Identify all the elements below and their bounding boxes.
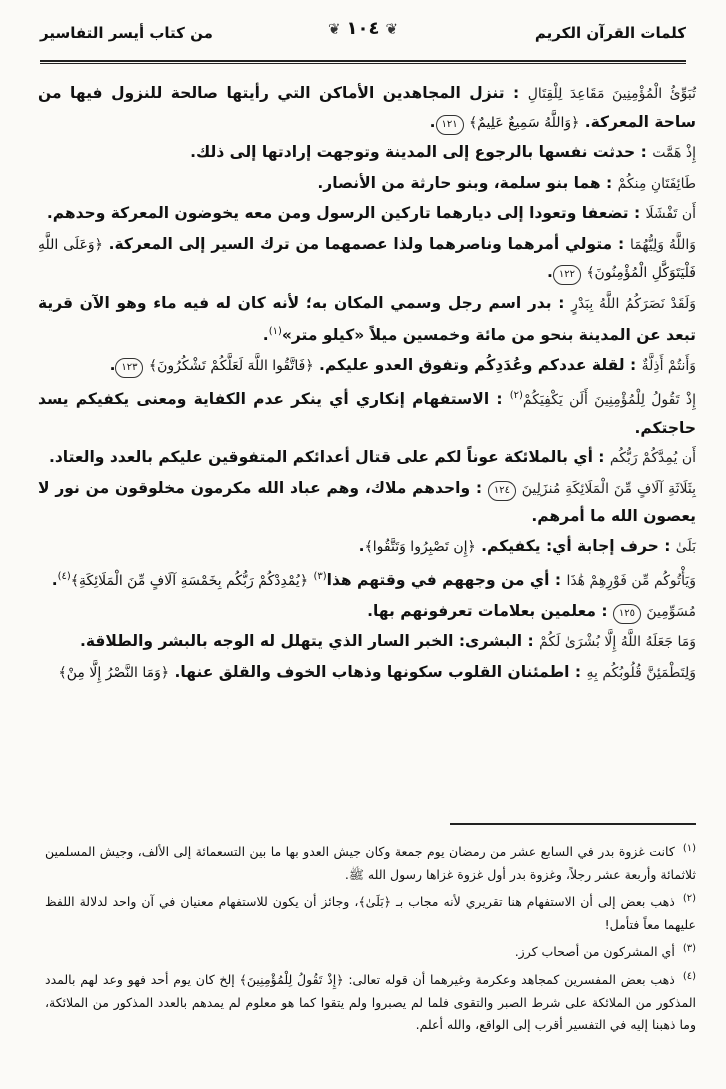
footnote-divider: [450, 823, 696, 825]
explanation: : معلمين بعلامات تعرفونهم بها.: [367, 601, 613, 620]
footnote-ref[interactable]: (٤): [57, 571, 71, 583]
quran-term: وَمَا جَعَلَهُ اللَّهُ إِلَّا بُشْرَىٰ لَكُمْ: [539, 634, 696, 651]
header-rule: [40, 60, 686, 62]
explanation: : حرف إجابة أي: يكفيكم.: [481, 536, 676, 555]
footnote-text: كانت غزوة بدر في السابع عشر من رمضان يوم جمعة وكان جيش العدو بها ما بين التسعمائة إلى الألف، وجيش المسلمين ثلاثمائة وأربعة عشر رجلاً، وغزوة بدر أول غزوة غزاها رسول الله ﷺ.: [45, 844, 696, 882]
header-rule-thin: [40, 63, 686, 64]
glossary-entry: [38, 598, 696, 627]
quran-term: بَلَىٰ: [675, 538, 696, 555]
glossary-entry: وَاللَّهُ وَلِيُّهُمَا : متولي أمرهما وناصرهما ولذا عصمهما من ترك السير إلى المعركة. ﴿وَعَلَى اللَّهِ فَلْيَتَوَكَّلِ الْمُؤْمِنُونَ﴾ ١٢٢.: [38, 231, 696, 288]
glossary-entry: [38, 382, 696, 442]
verse-number: ١٢١: [436, 115, 464, 135]
verse: ﴿فَاتَّقُوا اللَّهَ لَعَلَّكُمْ تَشْكُرُونَ﴾: [148, 357, 314, 374]
footnote-text: ذهب بعض المفسرين كمجاهد وعكرمة وغيرهما أن قوله تعالى: ﴿إِذْ تَقُولُ لِلْمُؤْمِنِينَ﴾ إلخ كان يوم أحد فهو وعد لهم بالمدد المذكور من الملائكة على شرط الصبر والتقوى فلما لم يصبروا ولم يتقوا كما هو معلوم لم يمدهم بالعدد المذكور من الملائكة، وما ذهبنا إليه في التفسير أقرب إلى الواقع، والله أعلم.: [45, 972, 696, 1033]
verse: ﴿وَعَلَى اللَّهِ فَلْيَتَوَكَّلِ الْمُؤْمِنُونَ﴾: [38, 236, 696, 281]
glossary-entry: [38, 139, 696, 168]
footnote-number: (١): [682, 843, 696, 854]
explanation: : الاستفهام إنكاري أي ينكر عدم الكفاية ومعنى يكفيكم يسد حاجتكم.: [38, 390, 696, 437]
page-number-text: ١٠٤: [346, 18, 380, 39]
page-header: [40, 16, 686, 56]
explanation: : تضعفا وتعودا إلى ديارهما تاركين الرسول ومن معه يخوضون المعركة وحدهم.: [46, 204, 646, 222]
footnote-ref[interactable]: (١): [268, 326, 282, 337]
footnote: [45, 966, 696, 1037]
footnote-number: (٤): [682, 970, 696, 982]
quran-term: وَيَأْتُوكُم مِّن فَوْرِهِمْ هَٰذَا: [566, 573, 696, 590]
verse-number: ١٢٤: [488, 481, 516, 501]
running-title-left: من كتاب أيسر التفاسير: [40, 24, 213, 42]
verse: ﴿وَاللَّهُ سَمِيعٌ عَلِيمٌ﴾: [468, 114, 580, 131]
explanation: : أي بالملائكة عوناً لكم على قتال أعدائكم المتفوقين عليكم بالعدد والعتاد.: [48, 448, 610, 467]
footnotes: [45, 838, 696, 1039]
explanation: : بدر اسم رجل وسمي المكان به؛ لأنه كان له فيه ماء وهو الآن قرية تبعد عن المدينة بنحو من مائة وخمسين ميلاً «كيلو متر»: [38, 293, 696, 345]
footnote: [45, 888, 696, 936]
quran-term: وَأَنتُمْ أَذِلَّةٌ: [641, 357, 696, 374]
quran-term: بِثَلَاثَةِ آلَافٍ مِّنَ الْمَلَائِكَةِ مُنزَلِينَ: [521, 480, 696, 497]
verse-number: ١٢٣: [115, 358, 143, 378]
glossary-entry: تُبَوِّئُ الْمُؤْمِنِينَ مَقَاعِدَ لِلْقِتَالِ : تنزل المجاهدين الأماكن التي رأيتها صالحة للنزول فيها من ساحة المعركة. ﴿وَاللَّهُ سَمِيعٌ عَلِيمٌ﴾ ١٢١.: [38, 80, 696, 137]
explanation: : اطمئنان القلوب سكونها وذهاب الخوف والقلق عنها.: [174, 662, 587, 681]
quran-term: إِذْ تَقُولُ لِلْمُؤْمِنِينَ أَلَن يَكْفِيَكُمْ: [522, 392, 696, 409]
verse: ﴿إِن تَصْبِرُوا وَتَتَّقُوا﴾: [364, 538, 476, 555]
glossary-entry: وَيَأْتُوكُم مِّن فَوْرِهِمْ هَٰذَا : أي من وجههم في وقتهم هذا$^{(٣)}$ ﴿يُمْدِدْكُمْ رَبُّكُم بِخَمْسَةِ آلَافٍ مِّنَ الْمَلَائِكَةِ﴾$^{(٤)}$.: [51, 571, 696, 590]
verse: ﴿وَمَا النَّصْرُ إِلَّا مِنْ﴾: [58, 664, 170, 681]
glossary-entry: بَلَىٰ : حرف إجابة أي: يكفيكم. ﴿إِن تَصْبِرُوا وَتَتَّقُوا﴾.: [358, 536, 696, 555]
glossary-body: [38, 80, 696, 689]
quran-term: تُبَوِّئُ الْمُؤْمِنِينَ مَقَاعِدَ لِلْقِتَالِ: [527, 86, 696, 102]
footnote-number: (٣): [682, 943, 696, 955]
explanation: : متولي أمرهما وناصرهما ولذا عصمهما من ترك السير إلى المعركة.: [108, 234, 630, 253]
glossary-entry: وَلَقَدْ نَصَرَكُمُ اللَّهُ بِبَدْرٍ : بدر اسم رجل وسمي المكان به؛ لأنه كان له فيه ماء وهو الآن قرية تبعد عن المدينة بنحو من مائة وخمسين ميلاً «كيلو متر»$^{(١)}$.: [38, 293, 696, 345]
footnote-ref[interactable]: (٢): [509, 390, 523, 402]
quran-term: وَاللَّهُ وَلِيُّهُمَا: [629, 236, 696, 253]
ornament-icon: ❦: [385, 20, 399, 38]
glossary-entry: [38, 170, 696, 199]
quran-term: مُسَوِّمِينَ: [646, 603, 696, 620]
verse-number: ١٢٢: [553, 265, 581, 285]
footnote-ref[interactable]: (٣): [313, 571, 327, 583]
ornament-icon: ❦: [327, 20, 341, 38]
footnote-number: (٢): [682, 893, 696, 905]
glossary-entry: [38, 659, 696, 688]
glossary-entry: [38, 475, 696, 531]
glossary-entry: [38, 200, 696, 229]
quran-term: طَائِفَتَانِ مِنكُمْ: [617, 175, 696, 192]
footnote: [45, 838, 696, 886]
verse-number: ١٢٥: [613, 604, 641, 624]
footnote-text: أي المشركون من أصحاب كرز.: [514, 944, 675, 960]
explanation: : هما بنو سلمة، وبنو حارثة من الأنصار.: [317, 173, 618, 192]
explanation: : حدثت نفسها بالرجوع إلى المدينة وتوجهت إرادتها إلى ذلك.: [190, 143, 653, 161]
quran-term: أَن يُمِدَّكُمْ رَبُّكُم: [609, 450, 696, 467]
footnote-text: ذهب بعض إلى أن الاستفهام هنا تقريري لأنه مجاب بـ ﴿بَلَىٰ﴾، وجائز أن يكون للاستفهام معنيان في آن واحد لدلالة اللفظ عليهما معاً فتأمل!: [45, 894, 696, 932]
explanation: : أي من وجههم في وقتهم هذا: [326, 571, 567, 590]
running-title-right: كلمات القرآن الكريم: [534, 24, 686, 42]
explanation: : البشرى: الخبر السار الذي يتهلل له الوجه بالبشر والطلاقة.: [79, 632, 540, 651]
footnote: [45, 938, 696, 964]
glossary-entry: [38, 444, 696, 473]
explanation: : تنزل المجاهدين الأماكن التي رأيتها صالحة للنزول فيها من ساحة المعركة.: [38, 84, 696, 131]
explanation: : واحدهم ملاك، وهم عباد الله مكرمون مخلوقون من نور لا يعصون الله ما أمرهم.: [38, 478, 696, 526]
explanation: : لقلة عددكم وعُدَدِكُم وتفوق العدو عليكم.: [318, 355, 642, 374]
glossary-entry: [38, 628, 696, 657]
quran-term: وَلَقَدْ نَصَرَكُمُ اللَّهُ بِبَدْرٍ: [571, 295, 696, 312]
quran-term: أَن تَفْشَلَا: [645, 206, 696, 222]
quran-term: إِذْ هَمَّت: [652, 145, 696, 161]
quran-term: وَلِتَطْمَئِنَّ قُلُوبُكُم بِهِ: [586, 664, 696, 681]
glossary-entry: وَأَنتُمْ أَذِلَّةٌ : لقلة عددكم وعُدَدِكُم وتفوق العدو عليكم. ﴿فَاتَّقُوا اللَّهَ لَعَلَّكُمْ تَشْكُرُونَ﴾ ١٢٣.: [38, 352, 696, 381]
verse: ﴿يُمْدِدْكُمْ رَبُّكُم بِخَمْسَةِ آلَافٍ مِّنَ الْمَلَائِكَةِ﴾: [70, 573, 309, 590]
